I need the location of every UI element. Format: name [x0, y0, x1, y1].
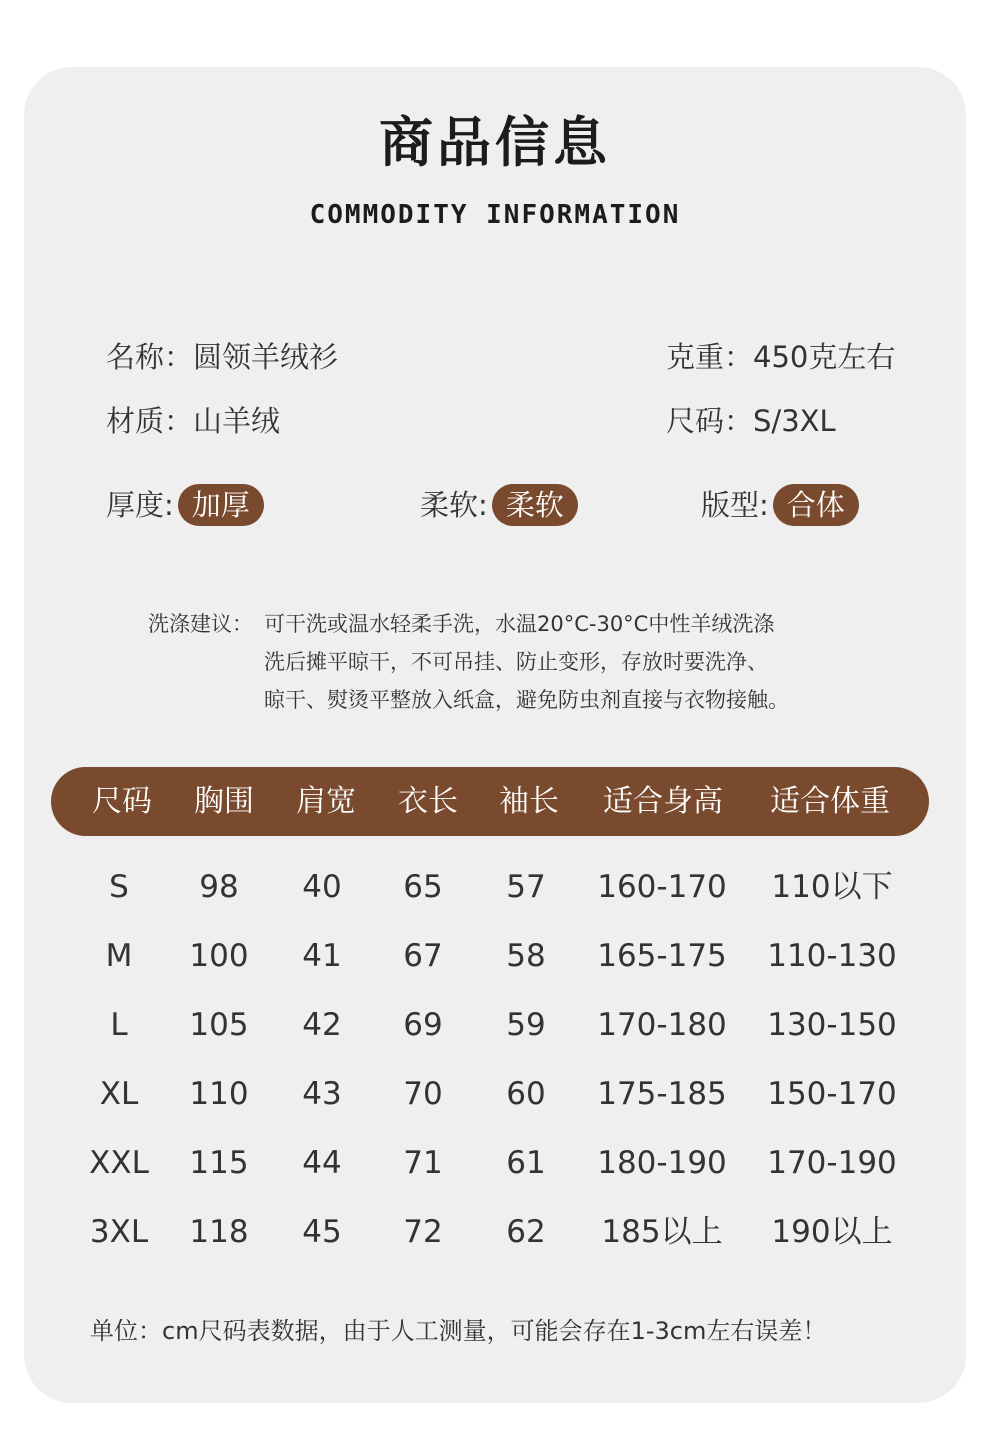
cell-weight: 150-170	[767, 1076, 897, 1112]
table-row	[0, 1069, 990, 1119]
cell-sleeve: 60	[506, 1076, 546, 1112]
cell-length: 72	[403, 1214, 443, 1250]
table-row	[0, 1000, 990, 1050]
cell-length: 71	[403, 1145, 443, 1181]
info-size-value: S/3XL	[753, 404, 836, 438]
cell-sleeve: 61	[506, 1145, 546, 1181]
info-weight	[666, 337, 895, 377]
care-line: 可干洗或温水轻柔手洗，水温20°C-30°C中性羊绒洗涤	[264, 612, 775, 636]
cell-sleeve: 59	[506, 1007, 546, 1043]
care-line: 晾干、熨烫平整放入纸盒，避免防虫剂直接与衣物接触。	[264, 688, 789, 712]
info-material-label: 材质：	[106, 404, 194, 438]
cell-chest: 98	[199, 869, 239, 905]
cell-shoulder: 43	[302, 1076, 342, 1112]
column-header-shoulder: 肩宽	[296, 784, 356, 819]
cell-size: XXL	[89, 1145, 149, 1181]
cell-chest: 110	[189, 1076, 249, 1112]
cell-weight: 130-150	[767, 1007, 897, 1043]
cell-shoulder: 41	[302, 938, 342, 974]
table-row	[0, 1138, 990, 1188]
attribute-fit	[701, 484, 859, 526]
cell-length: 67	[403, 938, 443, 974]
info-weight-value: 450克左右	[753, 340, 896, 374]
info-name-value: 圆领羊绒衫	[193, 340, 339, 374]
column-header-sleeve: 袖长	[499, 784, 559, 819]
info-size	[666, 401, 836, 441]
cell-height: 180-190	[597, 1145, 727, 1181]
cell-chest: 105	[189, 1007, 249, 1043]
column-header-weight: 适合体重	[770, 784, 890, 819]
attribute-badge: 加厚	[178, 484, 264, 526]
page-title: 商品信息	[379, 111, 611, 174]
attribute-badge: 柔软	[492, 484, 578, 526]
attribute-label: 柔软:	[420, 488, 488, 522]
cell-weight: 110以下	[771, 869, 893, 905]
column-header-chest: 胸围	[194, 784, 254, 819]
cell-length: 65	[403, 869, 443, 905]
size-table-header	[51, 767, 929, 836]
info-card	[24, 67, 966, 1403]
cell-size: L	[110, 1007, 128, 1043]
cell-chest: 100	[189, 938, 249, 974]
cell-sleeve: 62	[506, 1214, 546, 1250]
table-row	[0, 862, 990, 912]
care-line: 洗后摊平晾干，不可吊挂、防止变形，存放时要洗净、	[264, 650, 768, 674]
cell-shoulder: 45	[302, 1214, 342, 1250]
info-name-label: 名称：	[106, 340, 194, 374]
table-row	[0, 931, 990, 981]
table-row	[0, 1207, 990, 1257]
cell-height: 175-185	[597, 1076, 727, 1112]
cell-size: S	[109, 869, 129, 905]
info-material	[106, 401, 280, 441]
attribute-thickness	[106, 484, 264, 526]
attribute-label: 厚度:	[106, 488, 174, 522]
cell-shoulder: 40	[302, 869, 342, 905]
cell-weight: 110-130	[767, 938, 897, 974]
info-size-label: 尺码：	[666, 404, 754, 438]
cell-size: 3XL	[89, 1214, 149, 1250]
column-header-height: 适合身高	[603, 784, 723, 819]
column-header-size: 尺码	[92, 784, 152, 819]
cell-length: 70	[403, 1076, 443, 1112]
cell-shoulder: 44	[302, 1145, 342, 1181]
attribute-label: 版型:	[701, 488, 769, 522]
cell-sleeve: 58	[506, 938, 546, 974]
measurement-note: 单位：cm尺码表数据，由于人工测量，可能会存在1-3cm左右误差！	[90, 1317, 827, 1345]
page-subtitle: COMMODITY INFORMATION	[309, 200, 681, 230]
care-label: 洗涤建议：	[148, 612, 253, 636]
cell-chest: 118	[189, 1214, 249, 1250]
info-weight-label: 克重：	[666, 340, 754, 374]
cell-weight: 190以上	[771, 1214, 893, 1250]
cell-chest: 115	[189, 1145, 249, 1181]
cell-height: 170-180	[597, 1007, 727, 1043]
cell-size: XL	[99, 1076, 139, 1112]
cell-size: M	[105, 938, 133, 974]
attribute-badge: 合体	[773, 484, 859, 526]
cell-length: 69	[403, 1007, 443, 1043]
attribute-softness	[420, 484, 578, 526]
cell-height: 160-170	[597, 869, 727, 905]
info-material-value: 山羊绒	[193, 404, 281, 438]
column-header-length: 衣长	[398, 784, 458, 819]
cell-sleeve: 57	[506, 869, 546, 905]
cell-height: 165-175	[597, 938, 727, 974]
cell-height: 185以上	[601, 1214, 723, 1250]
cell-weight: 170-190	[767, 1145, 897, 1181]
info-name	[106, 337, 338, 377]
cell-shoulder: 42	[302, 1007, 342, 1043]
